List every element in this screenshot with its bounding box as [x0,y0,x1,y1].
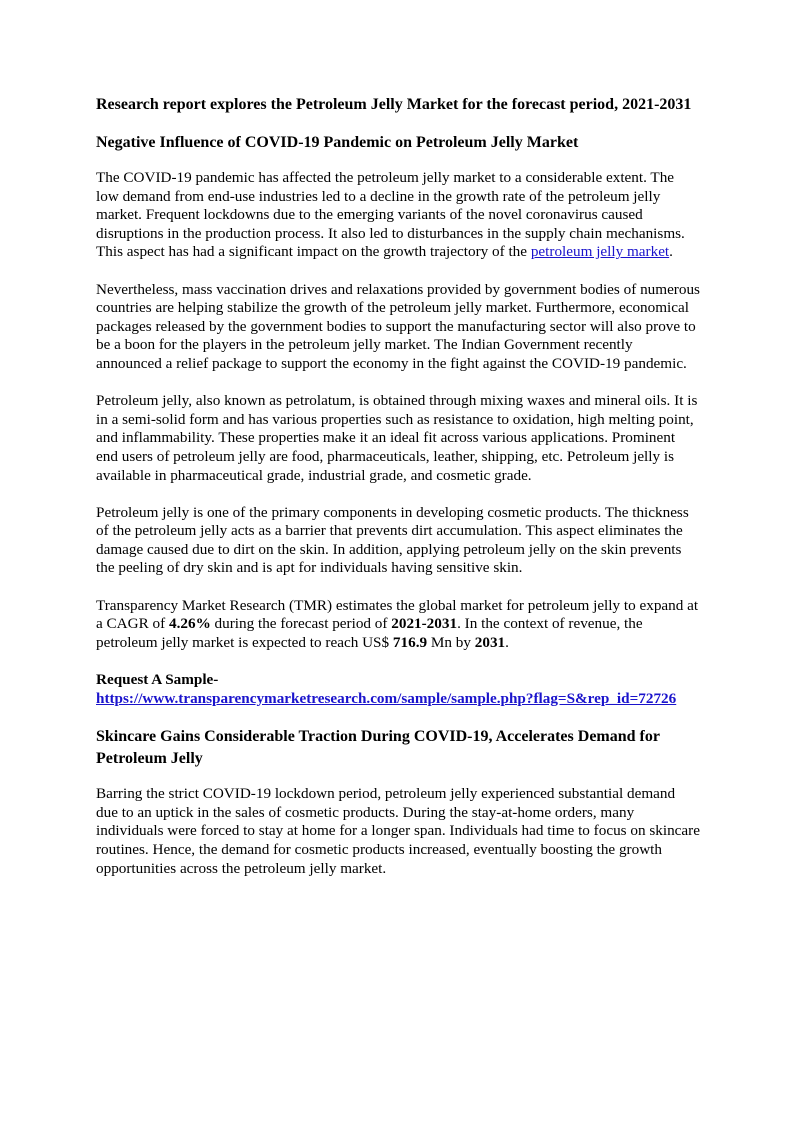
definition-paragraph: Petroleum jelly, also known as petrolatum, is obtained through mixing waxes and mineral oils. It is in a semi-solid form and has various properties such as resistance to oxidation, high melting point, and inflammability. These properties make it an ideal fit across various applications. Prominent end users of petroleum jelly are food, pharmaceuticals, leather, shipping, etc. Petroleum jelly is available in pharmaceutical grade, industrial grade, and cosmetic grade. [96,392,698,484]
covid-paragraph-1-end: . [669,243,673,261]
market-value: 716.9 [392,633,428,651]
request-sample-block [96,671,700,708]
covid-paragraph-1 [96,169,700,262]
tmr-text-e: . [505,633,509,651]
skincare-paragraph: Barring the strict COVID-19 lockdown period, petroleum jelly experienced substantial demand due to an uptick in the sales of cosmetic products. During the stay-at-home orders, many individuals were forced to stay at home for a longer span. Individuals had time to focus on skincare routines. Hence, the demand for cosmetic products increased, eventually boosting the growth opportunities across the petroleum jelly market. [96,785,700,877]
tmr-text-d: Mn by [427,633,475,651]
petroleum-jelly-market-link[interactable]: petroleum jelly market [530,243,670,261]
tmr-text-a: Transparency Market Research (TMR) estimates the global market for petroleum jelly to expand at a CAGR of [96,596,699,633]
tmr-text-c: . In the context of revenue, the petroleum jelly market is expected to reach US$ [96,615,643,651]
skincare-section-heading: Skincare Gains Considerable Traction During COVID-19, Accelerates Demand for Petroleum Jelly [96,728,660,768]
target-year: 2031 [474,633,506,651]
tmr-estimate-paragraph [96,597,700,653]
cosmetic-paragraph: Petroleum jelly is one of the primary components in developing cosmetic products. The thickness of the petroleum jelly acts as a barrier that prevents dirt accumulation. This aspect eliminates the damage caused due to dirt on the skin. In addition, applying petroleum jelly on the skin prevents the peeling of dry skin and is apt for individuals having sensitive skin. [96,503,689,577]
request-sample-label: Request A Sample- [96,671,219,689]
request-sample-link[interactable]: https://www.transparencymarketresearch.com/sample/sample.php?flag=S&rep_id=72726 [96,689,677,707]
covid-paragraph-1-text: The COVID-19 pandemic has affected the petroleum jelly market to a considerable extent. The low demand from end-use industries led to a decline in the growth rate of the petroleum jelly market. Frequent lockdowns due to the emerging variants of the novel coronavirus caused disruptions in the production process. It also led to disturbances in the supply chain mechanisms. This aspect has had a significant impact on the growth trajectory of the [96,169,685,261]
cagr-value: 4.26% [168,615,211,633]
tmr-text-b: during the forecast period of [210,615,392,633]
covid-paragraph-2: Nevertheless, mass vaccination drives and relaxations provided by government bodies of numerous countries are helping stabilize the growth of the petroleum jelly market. Furthermore, economical packages released by the government bodies to support the manufacturing sector will also prove to be a boon for the players in the petroleum jelly market. The Indian Government recently announced a relief package to support the economy in the fight against the COVID-19 pandemic. [96,280,700,372]
covid-section-heading: Negative Influence of COVID-19 Pandemic on Petroleum Jelly Market [96,134,579,151]
report-title: Research report explores the Petroleum Jelly Market for the forecast period, 2021-2031 [96,96,692,113]
forecast-period: 2021-2031 [391,615,458,633]
document-page [96,94,700,897]
